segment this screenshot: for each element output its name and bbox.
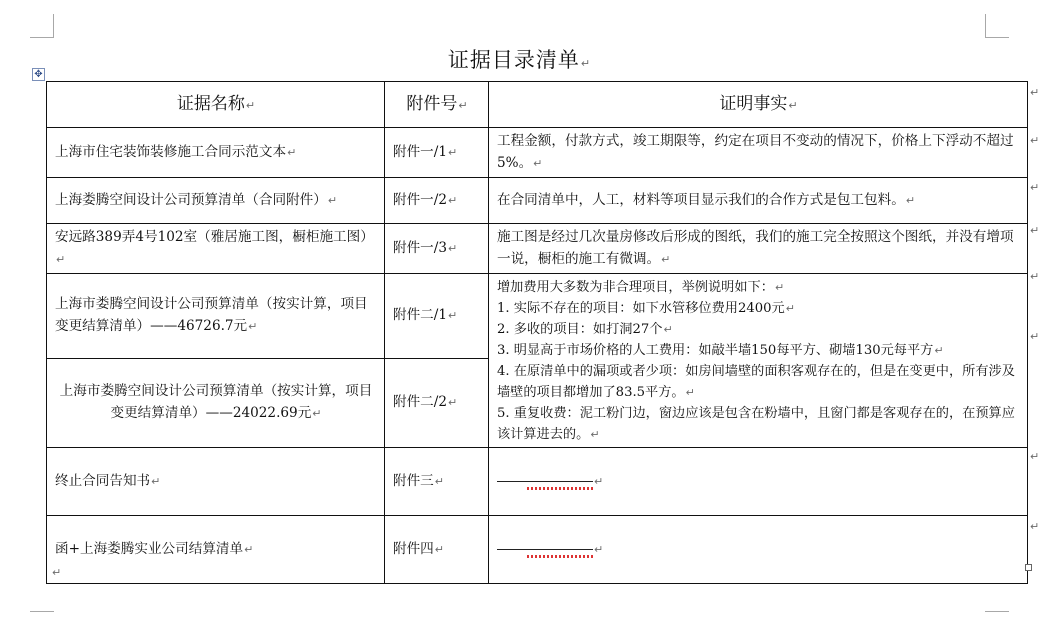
table-row (47, 274, 1028, 359)
header-proven-facts: 证明事实↵ (489, 82, 1028, 128)
evidence-name-cell[interactable]: 上海市娄腾空间设计公司预算清单（按实计算，项目变更结算清单）——46726.7元↵ (47, 274, 385, 359)
table-header-row (47, 82, 1028, 128)
attachment-no-cell[interactable]: 附件一/2↵ (385, 178, 489, 224)
proven-fact-cell[interactable]: 工程金额，付款方式，竣工期限等，约定在项目不变动的情况下，价格上下浮动不超过5%。↵ (489, 128, 1028, 178)
table-row (47, 448, 1028, 516)
evidence-name-cell[interactable]: 终止合同告知书↵ (47, 448, 385, 516)
evidence-name-cell[interactable]: 上海市娄腾空间设计公司预算清单（按实计算，项目变更结算清单）——24022.69元↵ (47, 358, 385, 447)
table-row (47, 224, 1028, 274)
table-resize-handle[interactable] (1025, 564, 1032, 571)
header-attachment-no: 附件号↵ (385, 82, 489, 128)
fact-line: 5. 重复收费：泥工粉门边，窗边应该是包含在粉墙中，且窗门都是客观存在的，在预算应该计算进去的。↵ (497, 406, 1015, 442)
attachment-no-cell[interactable]: 附件一/3↵ (385, 224, 489, 274)
proven-fact-cell[interactable]: ↵ (489, 516, 1028, 584)
evidence-table (46, 81, 1028, 584)
dash-line (497, 481, 593, 482)
table-move-handle-icon[interactable]: ✥ (32, 68, 45, 81)
fact-line: 1. 实际不存在的项目：如下水管移位费用2400元↵ (497, 301, 795, 316)
document-title: 证据目录清单↵ (447, 48, 592, 72)
fact-line: 2. 多收的项目：如打洞27个↵ (497, 322, 673, 337)
header-evidence-name: 证据名称↵ (47, 82, 385, 128)
attachment-no-cell[interactable]: 附件二/2↵ (385, 358, 489, 447)
evidence-name-cell[interactable]: 函+上海娄腾实业公司结算清单↵ (47, 516, 385, 584)
row-end-mark-icon: ↵ (1030, 520, 1039, 533)
attachment-no-cell[interactable]: 附件四↵ (385, 516, 489, 584)
fact-line: 3. 明显高于市场价格的人工费用：如敲半墙150每平方、砌墙130元每平方↵ (497, 343, 944, 358)
evidence-name-cell[interactable]: 上海娄腾空间设计公司预算清单（合同附件）↵ (47, 178, 385, 224)
evidence-name-cell[interactable]: 上海市住宅装饰装修施工合同示范文本↵ (47, 128, 385, 178)
table-row (47, 128, 1028, 178)
proven-fact-cell[interactable]: ↵ (489, 448, 1028, 516)
table-row (47, 178, 1028, 224)
table-row (47, 516, 1028, 584)
evidence-name-cell[interactable]: 安远路389弄4号102室（雅居施工图，橱柜施工图）↵ (47, 224, 385, 274)
proven-fact-cell[interactable]: 在合同清单中，人工，材料等项目显示我们的合作方式是包工包料。↵ (489, 178, 1028, 224)
row-end-mark-icon: ↵ (1030, 270, 1039, 283)
row-end-mark-icon: ↵ (1030, 224, 1039, 237)
dash-line (497, 549, 593, 550)
attachment-no-cell[interactable]: 附件一/1↵ (385, 128, 489, 178)
attachment-no-cell[interactable]: 附件二/1↵ (385, 274, 489, 359)
row-end-mark-icon: ↵ (1030, 134, 1039, 147)
fact-line: 增加费用大多数为非合理项目，举例说明如下：↵ (497, 280, 785, 295)
paragraph-mark-icon: ↵ (580, 57, 592, 70)
row-end-mark-icon: ↵ (1030, 330, 1039, 343)
merged-proven-fact-cell[interactable] (489, 274, 1028, 448)
attachment-no-cell[interactable]: 附件三↵ (385, 448, 489, 516)
row-end-mark-icon: ↵ (1030, 450, 1039, 463)
row-end-mark-icon: ↵ (1030, 86, 1039, 99)
fact-line: 4. 在原清单中的漏项或者少项：如房间墙壁的面积客观存在的，但是在变更中，所有涉及墙壁的项目都增加了83.5平方。↵ (497, 364, 1015, 400)
paragraph-mark-icon: ↵ (52, 566, 62, 579)
row-end-mark-icon: ↵ (1030, 181, 1039, 194)
proven-fact-cell[interactable]: 施工图是经过几次量房修改后形成的图纸，我们的施工完全按照这个图纸，并没有增项一说，橱柜的施工有微调。↵ (489, 224, 1028, 274)
